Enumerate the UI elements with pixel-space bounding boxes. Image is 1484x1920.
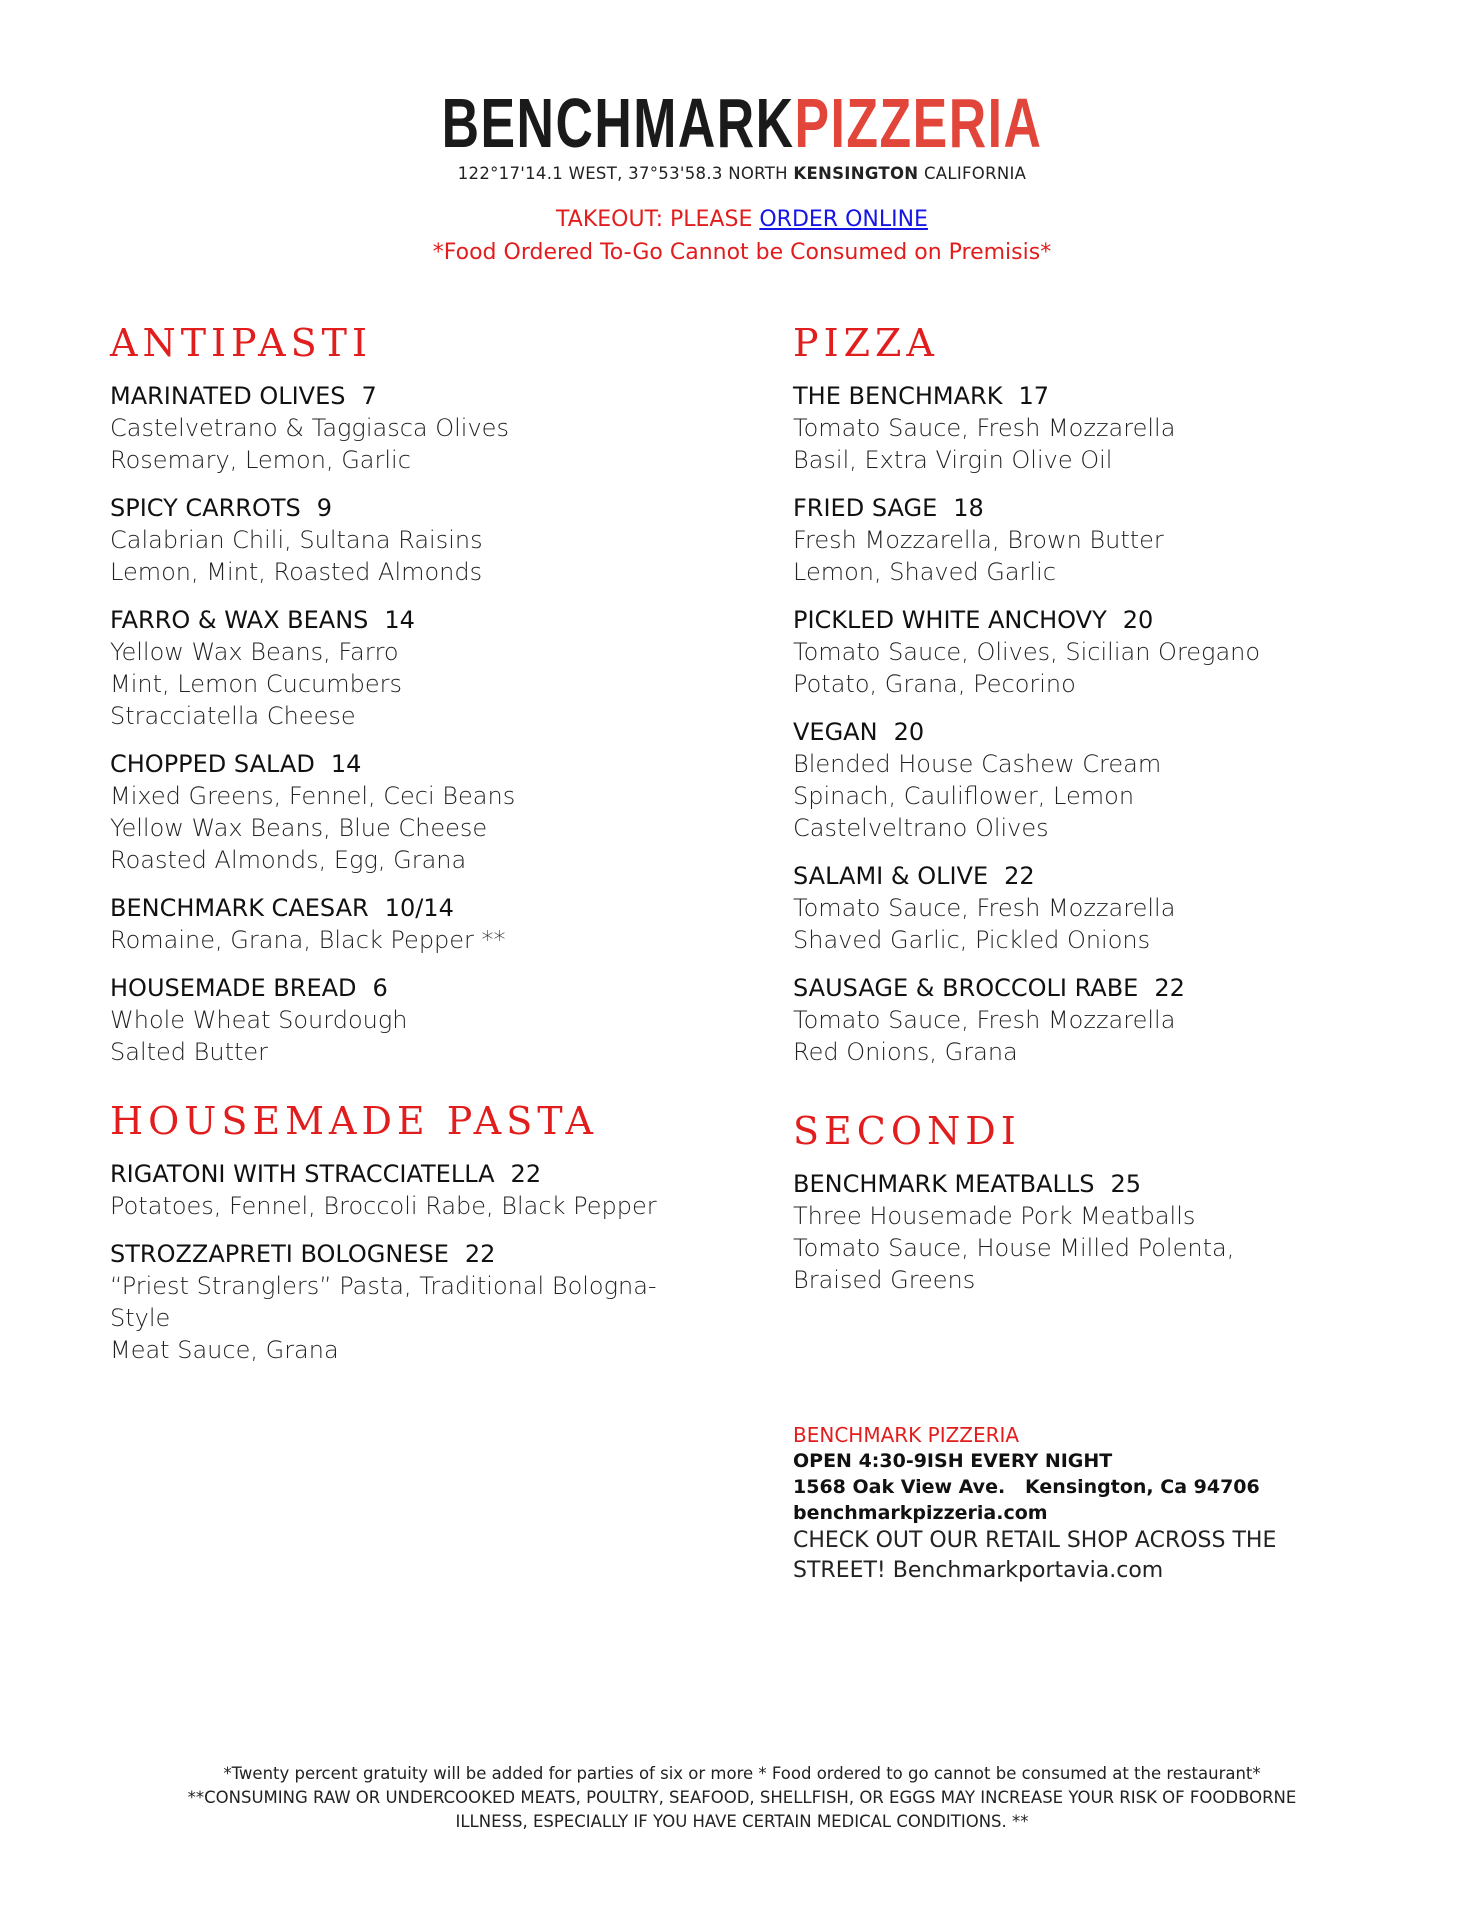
logo-word-benchmark: BENCHMARK [441,84,795,162]
menu-item-name: SAUSAGE & BROCCOLI RABE [793,974,1139,1002]
menu-item-description: Yellow Wax Beans, Farro [110,638,399,666]
menu-item-title [110,1238,710,1270]
location-line [0,164,1484,183]
menu-item-description: Whole Wheat Sourdough [110,1006,408,1034]
menu-item-price: 25 [1110,1170,1142,1198]
menu-item-description: Tomato Sauce, House Milled Polenta, [793,1234,1235,1262]
menu-item-price: 22 [510,1160,542,1188]
menu-item-price: 7 [361,382,377,410]
menu-item-description: Mixed Greens, Fennel, Ceci Beans [110,782,516,810]
menu-item-name: SPICY CARROTS [110,494,301,522]
menu-item-description: Yellow Wax Beans, Blue Cheese [110,814,488,842]
menu-item-title [793,492,1393,524]
menu-item-title [793,972,1393,1004]
menu-item-title [793,1168,1393,1200]
menu-item-description: Lemon, Shaved Garlic [793,558,1056,586]
premisis-note: *Food Ordered To-Go Cannot be Consumed on Premisis* [432,240,1052,265]
menu-item [793,492,1393,588]
menu-item-description: Fresh Mozzarella, Brown Butter [793,526,1164,554]
footer-gratuity: *Twenty percent gratuity will be added for parties of six or more * Food ordered to go cannot be consumed at the restaurant* [223,1764,1261,1783]
menu-item-name: CHOPPED SALAD [110,750,315,778]
menu-item-description: Basil, Extra Virgin Olive Oil [793,446,1113,474]
menu-item-title [793,860,1393,892]
menu-item-description: Romaine, Grana, Black Pepper ** [110,926,506,954]
menu-item-title [110,380,710,412]
menu-item-name: VEGAN [793,718,878,746]
menu-item-title [110,1158,710,1190]
menu-item-name: PICKLED WHITE ANCHOVY [793,606,1107,634]
menu-item-description: Mint, Lemon Cucumbers [110,670,402,698]
menu-item-price: 6 [372,974,388,1002]
menu-item-description: Spinach, Cauliflower, Lemon [793,782,1135,810]
menu-item [110,748,710,876]
menu-item-name: MARINATED OLIVES [110,382,346,410]
menu-item [110,972,710,1068]
right-column [793,320,1393,1312]
menu-item-title [110,972,710,1004]
menu-item-price: 14 [384,606,415,634]
menu-item-name: FARRO & WAX BEANS [110,606,369,634]
menu-item-name: THE BENCHMARK [793,382,1003,410]
menu-item-price: 20 [1122,606,1154,634]
section-title-antipasti: ANTIPASTI [110,321,372,365]
menu-item-description: Rosemary, Lemon, Garlic [110,446,411,474]
menu-item-description: Salted Butter [110,1038,269,1066]
left-column [110,320,710,1382]
menu-item-name: BENCHMARK MEATBALLS [793,1170,1095,1198]
menu-item-name: BENCHMARK CAESAR [110,894,369,922]
section-title-pasta: HOUSEMADE PASTA [110,1099,598,1143]
menu-item [793,1168,1393,1296]
pizza-section [793,320,1393,1068]
menu-item [110,492,710,588]
secondi-section [793,1108,1393,1296]
menu-item-description: Tomato Sauce, Olives, Sicilian Oregano [793,638,1261,666]
footer-warning-1: **CONSUMING RAW OR UNDERCOOKED MEATS, POULTRY, SEAFOOD, SHELLFISH, OR EGGS MAY INCREASE YOUR RISK OF FOODBORNE [187,1788,1297,1807]
menu-item-title [793,604,1393,636]
logo [193,84,1291,162]
section-title-pizza: PIZZA [793,321,939,365]
menu-item-title [110,748,710,780]
menu-item-description: Shaved Garlic, Pickled Onions [793,926,1151,954]
menu-item-title [110,492,710,524]
menu-item-price: 10/14 [384,894,454,922]
menu-item-description: “Priest Stranglers” Pasta, Traditional Bologna-Style [110,1272,657,1332]
menu-item-price: 18 [953,494,984,522]
info-name: BENCHMARK PIZZERIA [793,1423,1020,1447]
menu-item [793,716,1393,844]
menu-item-description: Red Onions, Grana [793,1038,1018,1066]
header [0,84,1484,265]
menu-item-price: 20 [893,718,925,746]
menu-item-price: 22 [1004,862,1035,890]
menu-item-description: Calabrian Chili, Sultana Raisins [110,526,483,554]
footer [0,1762,1484,1834]
menu-item-description: Lemon, Mint, Roasted Almonds [110,558,483,586]
menu-item-name: RIGATONI WITH STRACCIATELLA [110,1160,495,1188]
menu-item-description: Tomato Sauce, Fresh Mozzarella [793,414,1176,442]
pasta-section [110,1098,710,1366]
menu-item-description: Potato, Grana, Pecorino [793,670,1076,698]
menu-item-title [793,716,1393,748]
section-title-secondi: SECONDI [793,1109,1021,1153]
menu-item-name: STROZZAPRETI BOLOGNESE [110,1240,449,1268]
menu-item-description: Stracciatella Cheese [110,702,356,730]
menu-item-description: Three Housemade Pork Meatballs [793,1202,1196,1230]
menu-item-title [110,604,710,636]
menu-item-description: Potatoes, Fennel, Broccoli Rabe, Black Pepper [110,1192,657,1220]
pizza-items [793,380,1393,1068]
menu-item-description: Braised Greens [793,1266,976,1294]
menu-item-description: Blended House Cashew Cream [793,750,1162,778]
logo-word-pizzeria: PIZZERIA [794,84,1043,162]
pasta-items [110,1158,710,1366]
menu-item-description: Tomato Sauce, Fresh Mozzarella [793,894,1176,922]
secondi-items [793,1168,1393,1296]
info-shop-line-2: STREET! Benchmarkportavia.com [793,1558,1164,1583]
menu-item-price: 14 [330,750,362,778]
menu-item-description: Meat Sauce, Grana [110,1336,339,1364]
menu-item [793,860,1393,956]
menu-item [110,1238,710,1366]
menu-item [793,380,1393,476]
takeout-line [0,207,1484,232]
info-shop-line-1: CHECK OUT OUR RETAIL SHOP ACROSS THE [793,1528,1277,1553]
menu-item-price: 17 [1018,382,1049,410]
takeout-label: TAKEOUT: PLEASE [556,207,753,232]
info-hours: OPEN 4:30-9ISH EVERY NIGHT [793,1450,1113,1472]
menu-item [793,972,1393,1068]
menu-item-name: FRIED SAGE [793,494,938,522]
menu-item-title [793,380,1393,412]
state: CALIFORNIA [923,164,1027,183]
menu-item-name: HOUSEMADE BREAD [110,974,357,1002]
menu-item-name: SALAMI & OLIVE [793,862,989,890]
order-online-link[interactable]: ORDER ONLINE [759,207,928,232]
menu-item-description: Tomato Sauce, Fresh Mozzarella [793,1006,1176,1034]
menu-item [110,892,710,956]
menu-item-title [110,892,710,924]
menu-item-price: 9 [316,494,333,522]
coordinates: 122°17'14.1 WEST, 37°53'58.3 NORTH [457,164,788,183]
menu-item-description: Roasted Almonds, Egg, Grana [110,846,467,874]
menu-item-description: Castelvetrano & Taggiasca Olives [110,414,509,442]
restaurant-info [793,1422,1413,1586]
menu-item [793,604,1393,700]
antipasti-items [110,380,710,1068]
info-address: 1568 Oak View Ave. Kensington, Ca 94706 [793,1476,1260,1498]
menu-item-price: 22 [464,1240,496,1268]
menu-item [110,1158,710,1222]
info-website: benchmarkpizzeria.com [793,1502,1048,1524]
town: KENSINGTON [793,164,919,183]
menu-item [110,380,710,476]
menu-item [110,604,710,732]
menu-item-price: 22 [1154,974,1185,1002]
menu-item-description: Castelveltrano Olives [793,814,1049,842]
antipasti-section [110,320,710,1068]
footer-warning-2: ILLNESS, ESPECIALLY IF YOU HAVE CERTAIN MEDICAL CONDITIONS. ** [455,1812,1029,1831]
